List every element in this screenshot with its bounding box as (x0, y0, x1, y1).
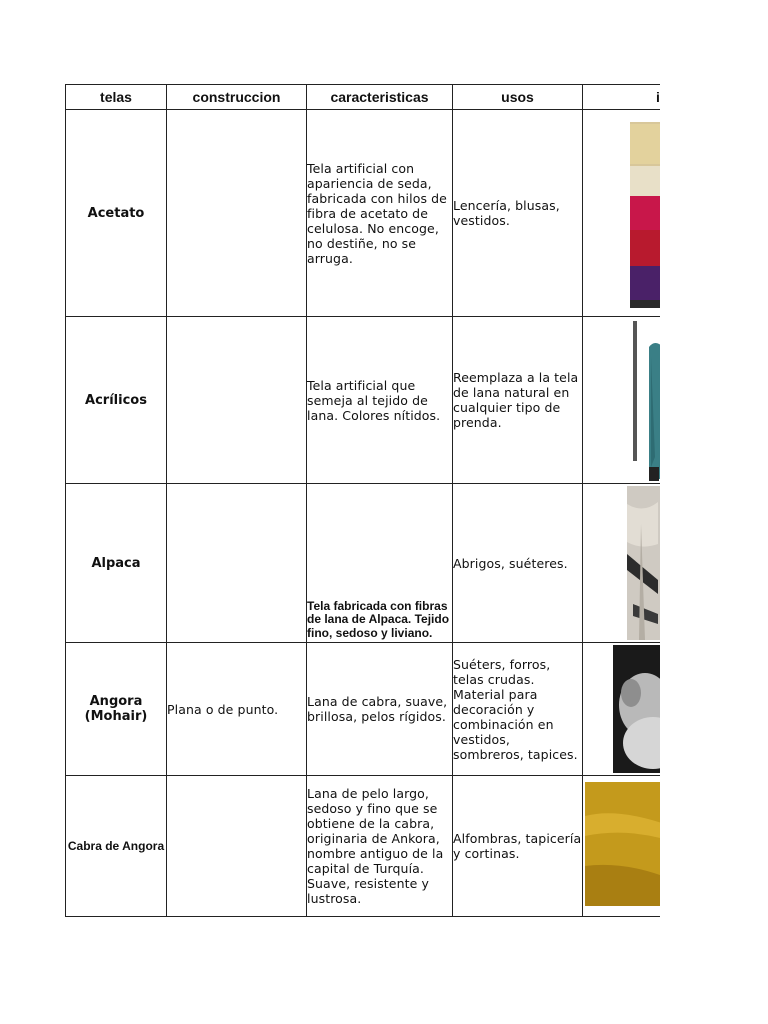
table-row (66, 776, 686, 917)
fabric-name: Alpaca (66, 484, 167, 643)
header-usos: usos (453, 85, 583, 110)
uses-cell: Abrigos, suéteres. (453, 484, 583, 643)
header-construccion: construccion (167, 85, 307, 110)
characteristics-cell: Lana de pelo largo, sedoso y fino que se obtiene de la cabra, originaria de Ankora, nombre antiguo de la capital de Turquía. Suave, resistente y lustrosa. (307, 776, 453, 917)
uses-cell: Alfombras, tapicería y cortinas. (453, 776, 583, 917)
header-telas: telas (66, 85, 167, 110)
table-row (66, 110, 686, 317)
construction-cell: Plana o de punto. (167, 643, 307, 776)
construction-cell (167, 110, 307, 317)
characteristics-cell: Tela fabricada con fibras de lana de Alpaca. Tejido fino, sedoso y liviano. (307, 484, 453, 643)
uses-cell: Suéters, forros, telas crudas. Material para decoración y combinación en vestidos, sombreros, tapices. (453, 643, 583, 776)
construction-cell (167, 317, 307, 484)
construction-cell (167, 484, 307, 643)
table-row (66, 643, 686, 776)
characteristics-cell: Tela artificial con apariencia de seda, fabricada con hilos de fibra de acetato de celulosa. No encoge, no destiñe, no se arruga. (307, 110, 453, 317)
uses-cell: Lencería, blusas, vestidos. (453, 110, 583, 317)
characteristics-cell: Tela artificial que semeja al tejido de lana. Colores nítidos. (307, 317, 453, 484)
page-margin (660, 0, 768, 1024)
header-caracteristicas: caracteristicas (307, 85, 453, 110)
header-row (66, 85, 686, 110)
fabric-name: Acrílicos (66, 317, 167, 484)
table-row (66, 484, 686, 643)
uses-cell: Reemplaza a la tela de lana natural en cualquier tipo de prenda. (453, 317, 583, 484)
fabric-table (65, 84, 686, 917)
table-row (66, 317, 686, 484)
fabric-name: Acetato (66, 110, 167, 317)
header-imagen: i (583, 85, 686, 110)
fabric-name: Angora (Mohair) (66, 643, 167, 776)
characteristics-cell: Lana de cabra, suave, brillosa, pelos rígidos. (307, 643, 453, 776)
construction-cell (167, 776, 307, 917)
fabric-name: Cabra de Angora (66, 776, 167, 917)
